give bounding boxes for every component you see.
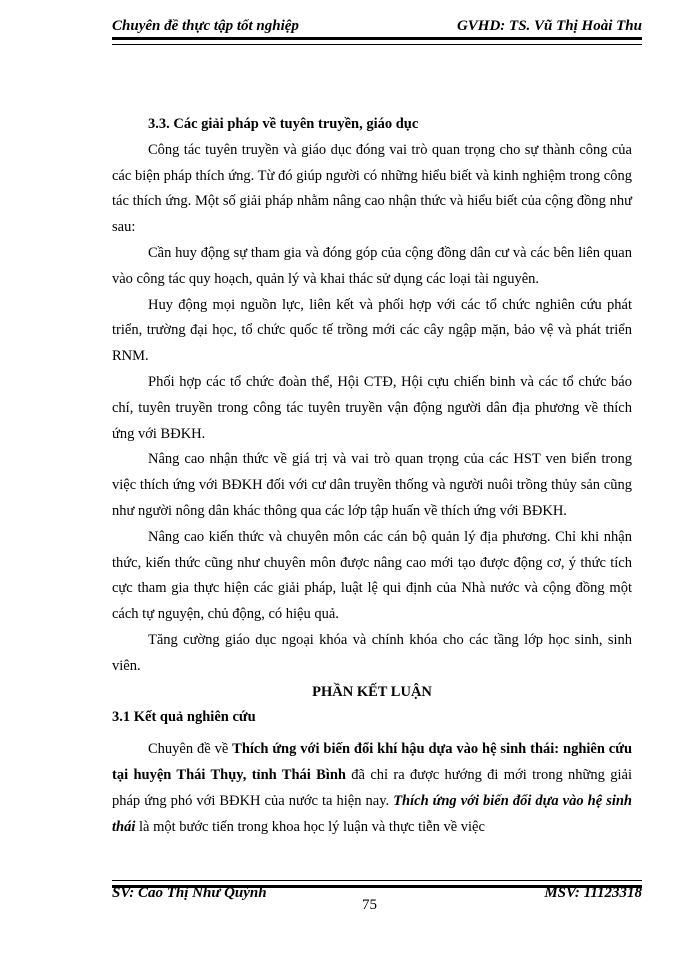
- header-course-title: Chuyên đề thực tập tốt nghiệp: [112, 18, 299, 34]
- subsection-heading: 3.1 Kết quả nghiên cứu: [112, 709, 256, 726]
- paragraph: Tăng cường giáo dục ngoại khóa và chính khóa cho các tầng lớp học sinh, sinh viên.: [112, 631, 632, 674]
- text-run: đã chỉ ra được hướng đi mới trong những giải pháp ứng phó với BĐKH của nước ta hiện nay.: [112, 766, 632, 809]
- page-number: 75: [362, 897, 377, 913]
- part-title: PHẦN KẾT LUẬN: [312, 683, 432, 700]
- text-run: là một bước tiến trong khoa học lý luận và thực tiễn về việc: [135, 818, 485, 835]
- page-header: [112, 14, 642, 36]
- paragraph: Công tác tuyên truyền và giáo dục đóng vai trò quan trọng cho sự thành công của các biện pháp thích ứng. Từ đó giúp người có những hiểu biết và kinh nghiệm trong công tác thích ứng. Một số giải pháp nhằm nâng cao nhận thức và hiểu biết của cộng đồng như sau:: [112, 141, 632, 236]
- bold-italic-topic: Thích ứng với biến đổi dựa vào hệ sinh thái: [112, 792, 632, 835]
- bold-topic: Thích ứng với biến đổi khí hậu dựa vào hệ sinh thái: nghiên cứu tại huyện Thái Thụy, tỉnh Thái Bình: [112, 741, 633, 783]
- page-footer: [112, 885, 642, 915]
- paragraph: Nâng cao kiến thức và chuyên môn các cán bộ quản lý địa phương. Chỉ khi nhận thức, kiến thức cũng như chuyên môn được nâng cao mới tạo được động cơ, ý thức tích cực tham gia thực hiện các giải pháp, luật lệ qui định của Nhà nước và cộng đồng một cách tự nguyện, chủ động, có hiệu quả.: [112, 528, 632, 623]
- text-run: Chuyên đề về: [148, 741, 233, 758]
- footer-student-id: MSV: 11123318: [544, 885, 642, 901]
- footer-student: SV: Cao Thị Như Quỳnh: [112, 885, 267, 901]
- header-supervisor: GVHD: TS. Vũ Thị Hoài Thu: [456, 18, 642, 34]
- paragraph: Huy động mọi nguồn lực, liên kết và phối hợp với các tổ chức nghiên cứu phát triển, trường đại học, tổ chức quốc tế trồng mới các cây ngập mặn, bảo vệ và phát triển RNM.: [112, 296, 632, 365]
- paragraph: Cần huy động sự tham gia và đóng góp của cộng đồng dân cư và các bên liên quan vào công tác quy hoạch, quản lý và khai thác sử dụng các loại tài nguyên.: [112, 244, 632, 287]
- section-heading: 3.3. Các giải pháp về tuyên truyền, giáo dục: [148, 116, 419, 132]
- conclusion-paragraph: [112, 737, 632, 840]
- document-body: [112, 112, 632, 840]
- paragraph: Nâng cao nhận thức về giá trị và vai trò quan trọng của các HST ven biển trong việc thích ứng với BĐKH đối với cư dân truyền thống và người nuôi trồng thủy sản cũng như người nông dân khác thông qua các lớp tập huấn về thích ứng với BĐKH.: [112, 451, 632, 519]
- header-rule: [112, 37, 642, 45]
- paragraph: Phối hợp các tổ chức đoàn thể, Hội CTĐ, Hội cựu chiến binh và các tổ chức báo chí, tuyên truyền trong công tác tuyên truyền vận động người dân địa phương về thích ứng với BĐKH.: [112, 373, 632, 442]
